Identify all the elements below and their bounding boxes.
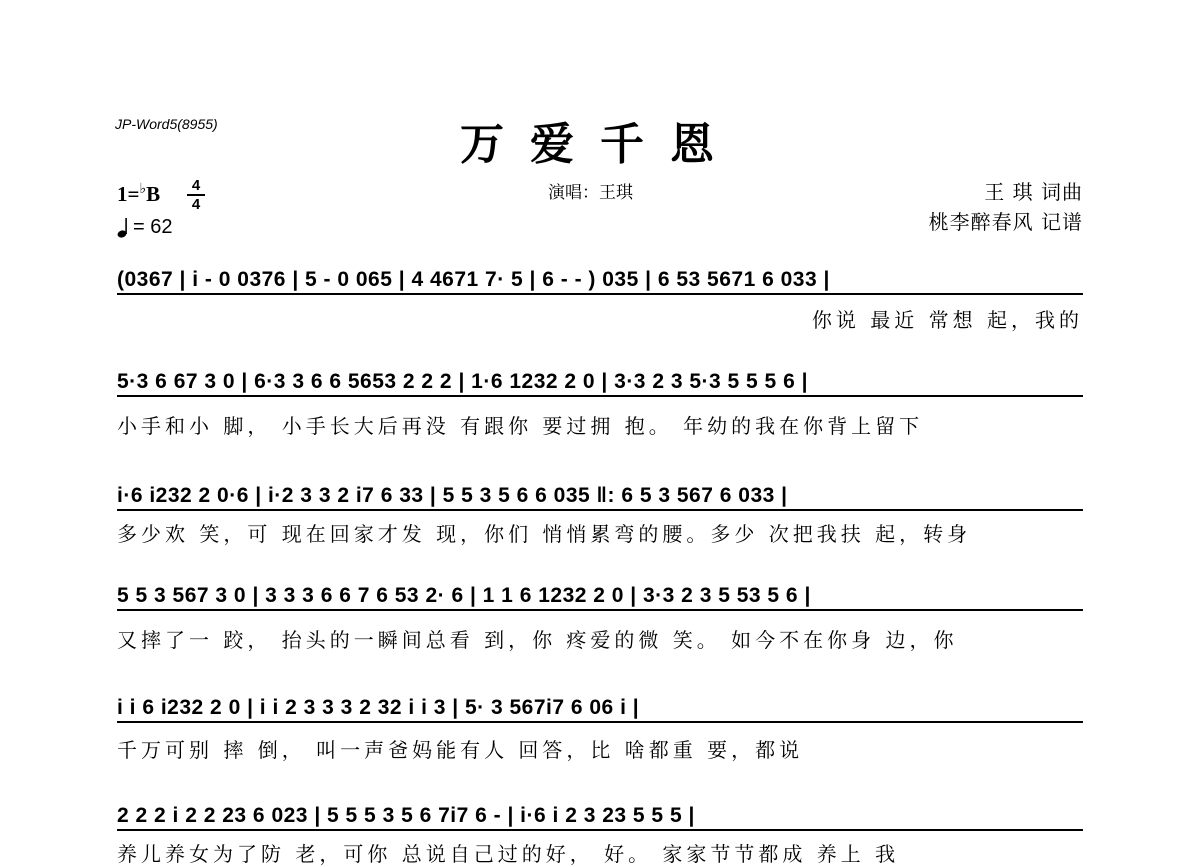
software-label: JP-Word5(8955): [115, 116, 218, 132]
key-label: 1=: [117, 182, 140, 206]
notation-row-2: 5·3 6 67 3 0 | 6·3 3 6 6 5653 2 2 2 | 1·6 1232 2 0 | 3·3 2 3 5·3 5 5 5 6 |: [117, 370, 808, 393]
time-signature: [186, 178, 206, 212]
notation-row-5: i i 6 i232 2 0 | i i 2 3 3 3 2 32 i i 3 | 5· 3 567i7 6 06 i |: [117, 696, 640, 719]
beam-line-row-5: [117, 721, 1083, 723]
beam-line-row-1: [117, 293, 1083, 295]
time-signature-top: 4: [191, 177, 201, 194]
beam-line-row-2: [117, 395, 1083, 397]
transcriber-credit: 桃李醉春风 记谱: [928, 210, 1083, 234]
notation-row-6: 2 2 2 i 2 2 23 6 023 | 5 5 5 3 5 6 7i7 6 - | i·6 i 2 3 23 5 5 5 |: [117, 804, 695, 827]
song-title: 万爱千恩: [460, 119, 740, 170]
key-note: B: [146, 182, 161, 206]
singer-credit: 演唱：王琪: [548, 183, 633, 203]
lyrics-row-5: 千万可别 摔 倒， 叫一声爸妈能有人 回答，比 啥都重 要，都说: [117, 738, 804, 762]
composer-credit: 王 琪 词曲: [984, 180, 1083, 204]
beam-line-row-6: [117, 829, 1083, 831]
lyrics-row-1: 你说 最近 常想 起，我的: [811, 308, 1083, 332]
beam-line-row-4: [117, 609, 1083, 611]
lyrics-row-2: 小手和小 脚， 小手长大后再没 有跟你 要过拥 抱。 年幼的我在你背上留下: [117, 414, 924, 438]
time-signature-bottom: 4: [191, 196, 201, 213]
notation-row-3: i·6 i232 2 0·6 | i·2 3 3 2 i7 6 33 | 5 5 3 5 6 6 035 ‖: 6 5 3 567 6 033 |: [117, 484, 788, 507]
tempo-value: = 62: [133, 216, 173, 238]
flat-sign-icon: ♭: [139, 182, 147, 197]
lyrics-row-4: 又摔了一 跤， 抬头的一瞬间总看 到，你 疼爱的微 笑。 如今不在你身 边，你: [117, 628, 958, 652]
beam-line-row-3: [117, 509, 1083, 511]
lyrics-row-3: 多少欢 笑，可 现在回家才发 现，你们 悄悄累弯的腰。多少 次把我扶 起，转身: [117, 522, 972, 546]
notation-row-4: 5 5 3 567 3 0 | 3 3 3 6 6 7 6 53 2· 6 | 1 1 6 1232 2 0 | 3·3 2 3 5 53 5 6 |: [117, 584, 811, 607]
notation-row-1: (0367 | i - 0 0376 | 5 - 0 065 | 4 4671 7· 5 | 6 - - ) 035 | 6 53 5671 6 033 |: [117, 268, 830, 291]
key-signature: [117, 181, 160, 207]
lyrics-row-6: 养儿养女为了防 老，可你 总说自己过的好， 好。 家家节节都成 养上 我: [117, 842, 900, 866]
tempo-marking: [117, 216, 172, 239]
quarter-note-icon: [117, 217, 129, 239]
